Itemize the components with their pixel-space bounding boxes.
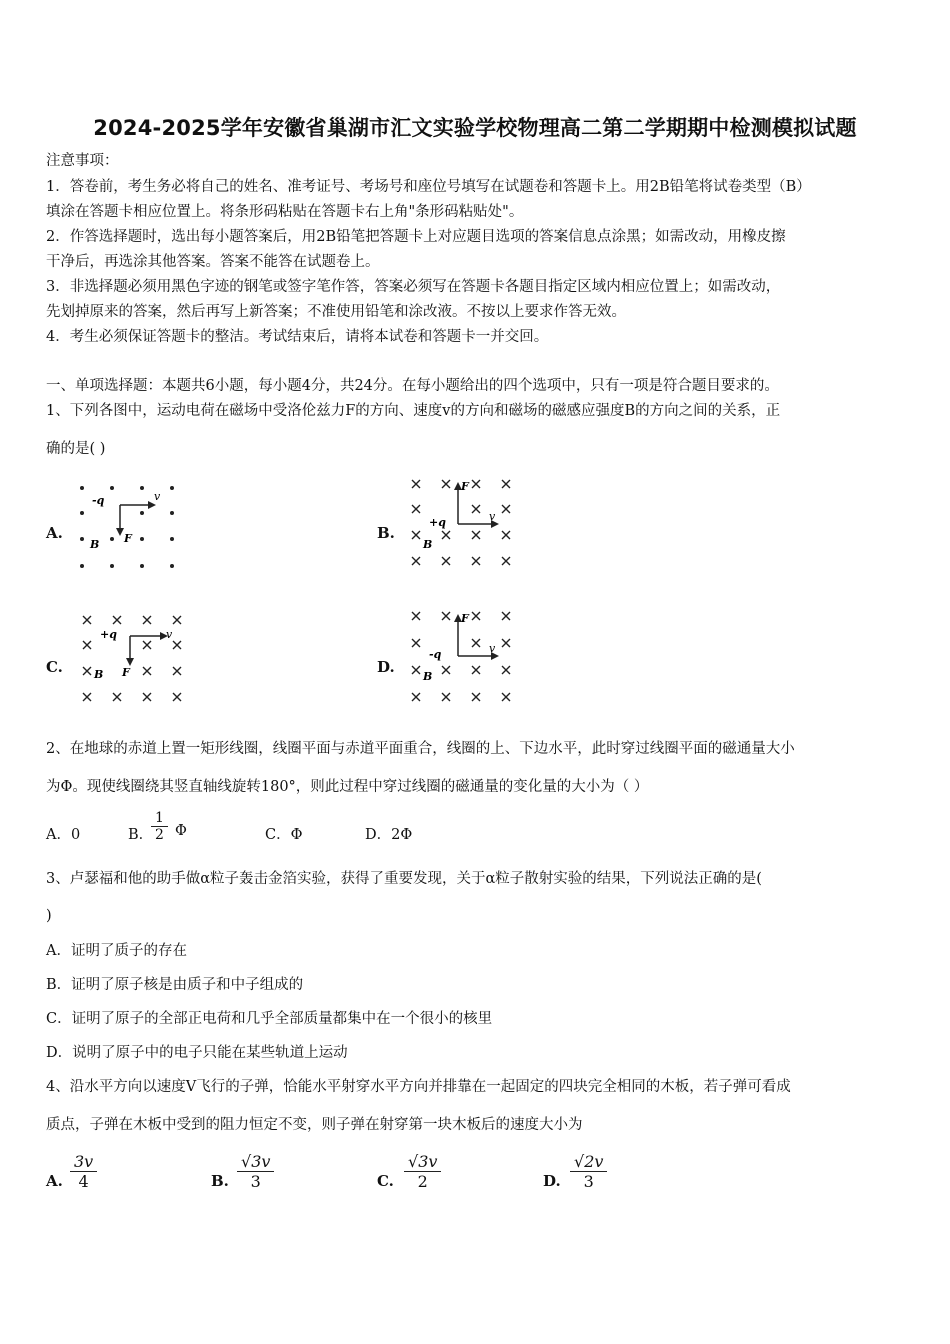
velocity-label: v: [154, 490, 161, 503]
q4-option-d-fraction: [570, 1152, 607, 1191]
velocity-label: v: [489, 642, 496, 655]
q1-option-b-label: B.: [377, 524, 395, 542]
q1-stem: 1、下列各图中，运动电荷在磁场中受洛伦兹力F的方向、速度v的方向和磁场的磁感应强度B的方向之间的关系，正: [46, 403, 781, 419]
denominator: 4: [70, 1171, 97, 1191]
force-label: F: [124, 532, 132, 545]
page-title: 2024-2025学年安徽省巢湖市汇文实验学校物理高二第二学期期中检测模拟试题: [93, 116, 857, 140]
q1-stem: 确的是( ): [46, 441, 106, 457]
q4-option-b-label: B.: [211, 1172, 229, 1190]
q4-stem: 4、沿水平方向以速度V飞行的子弹，恰能水平射穿水平方向并排靠在一起固定的四块完全相同的木板，若子弹可看成: [46, 1079, 791, 1095]
velocity-label: v: [166, 628, 173, 641]
numerator: 3v: [74, 1152, 94, 1171]
q3-option-a: A．证明了质子的存在: [46, 943, 187, 959]
q4-option-d-label: D.: [543, 1172, 561, 1190]
q3-stem: 3、卢瑟福和他的助手做α粒子轰击金箔实验，获得了重要发现，关于α粒子散射实验的结果，下列说法正确的是(: [46, 871, 762, 887]
numerator: √3v: [408, 1152, 438, 1171]
notice-line: 3．非选择题必须用黑色字迹的钢笔或签字笔作答，答案必须写在答题卡各题目指定区域内相应位置上；如需改动，: [46, 279, 781, 295]
q1-option-c-label: C.: [46, 658, 63, 676]
denominator: 3: [237, 1171, 274, 1191]
q2-option-b-fraction: [151, 810, 168, 843]
notice-line: 干净后，再选涂其他答案。答案不能答在试题卷上。: [46, 254, 380, 270]
q3-stem: ): [46, 908, 52, 924]
notice-line: 填涂在答题卡相应位置上。将条形码粘贴在答题卡右上角"条形码粘贴处"。: [46, 204, 524, 220]
charge-label: +q: [429, 516, 446, 529]
notice-heading: 注意事项：: [46, 153, 119, 169]
figure-b: [405, 474, 525, 574]
q2-stem: 为Φ。现使线圈绕其竖直轴线旋转180°，则此过程中穿过线圈的磁通量的变化量的大小为（ ）: [46, 779, 649, 795]
q2-option-a: A．0: [46, 827, 81, 843]
denominator: 2: [151, 826, 168, 843]
q3-option-c: C．证明了原子的全部正电荷和几乎全部质量都集中在一个很小的核里: [46, 1011, 493, 1027]
denominator: 3: [570, 1171, 607, 1191]
numerator: √2v: [574, 1152, 604, 1171]
charge-label: +q: [100, 628, 117, 641]
q2-stem: 2、在地球的赤道上置一矩形线圈，线圈平面与赤道平面重合，线圈的上、下边水平，此时穿过线圈平面的磁通量大小: [46, 741, 795, 757]
force-label: F: [461, 612, 469, 625]
force-label: F: [461, 480, 469, 493]
q2-option-d: D．2Φ: [365, 827, 413, 843]
velocity-label: v: [489, 510, 496, 523]
figure-c: [76, 610, 196, 710]
notice-line: 4．考生必须保证答题卡的整洁。考试结束后，请将本试卷和答题卡一并交回。: [46, 329, 549, 345]
q3-option-d: D．说明了原子中的电子只能在某些轨道上运动: [46, 1045, 348, 1061]
charge-label: -q: [92, 494, 105, 507]
force-label: F: [122, 666, 130, 679]
q4-option-a-label: A.: [46, 1172, 63, 1190]
notice-line: 2．作答选择题时，选出每小题答案后，用2B铅笔把答题卡上对应题目选项的答案信息点涂黑；如需改动，用橡皮擦: [46, 229, 786, 245]
q4-option-a-fraction: [70, 1152, 97, 1191]
field-label: B: [423, 538, 433, 551]
numerator: √3v: [241, 1152, 271, 1171]
q1-option-a-label: A.: [46, 524, 63, 542]
notice-line: 先划掉原来的答案，然后再写上新答案；不准使用铅笔和涂改液。不按以上要求作答无效。: [46, 304, 626, 320]
q2-option-c: C．Φ: [265, 827, 303, 843]
q2-option-b-symbol: Φ: [175, 823, 187, 839]
notice-line: 1．答卷前，考生务必将自己的姓名、准考证号、考场号和座位号填写在试题卷和答题卡上。用2B铅笔将试卷类型（B）: [46, 179, 811, 195]
field-label: B: [94, 668, 104, 681]
q4-option-b-fraction: [237, 1152, 274, 1191]
figure-a: [70, 478, 190, 578]
q4-stem: 质点，子弹在木板中受到的阻力恒定不变，则子弹在射穿第一块木板后的速度大小为: [46, 1117, 583, 1133]
numerator: 1: [155, 810, 164, 826]
figure-d: [405, 606, 525, 710]
q1-option-d-label: D.: [377, 658, 395, 676]
field-label: B: [423, 670, 433, 683]
denominator: 2: [404, 1171, 441, 1191]
charge-label: -q: [429, 648, 442, 661]
field-label: B: [90, 538, 100, 551]
q4-option-c-fraction: [404, 1152, 441, 1191]
q4-option-c-label: C.: [377, 1172, 394, 1190]
q2-option-b-label: B．: [128, 827, 154, 843]
q3-option-b: B．证明了原子核是由质子和中子组成的: [46, 977, 304, 993]
section-heading: 一、单项选择题：本题共6小题，每小题4分，共24分。在每小题给出的四个选项中，只有一项是符合题目要求的。: [46, 378, 779, 394]
